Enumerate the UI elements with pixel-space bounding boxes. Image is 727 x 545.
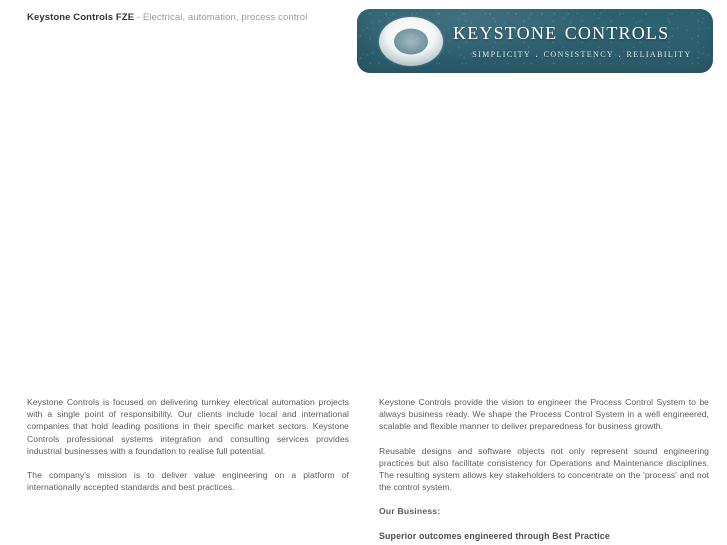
logo-wordmark: keystone controls: [453, 18, 670, 45]
site-tagline: Electrical, automation, process control: [142, 12, 308, 23]
page-header: [27, 9, 347, 29]
site-title: Keystone Controls FZE: [27, 12, 135, 23]
right-paragraph-2: Reusable designs and software objects not only represent sound engineering practices but also facilitate consistency for Operations and Maintenance disciplines. The resulting system allows key stakeholders to concentrate on the 'process' and not the control system.: [379, 445, 709, 493]
ring-icon: [376, 15, 446, 68]
site-title-separator: -: [134, 12, 143, 23]
left-column: [27, 396, 349, 493]
right-paragraph-1: Keystone Controls provide the vision to engineer the Process Control System to be always business ready. We shape the Process Control System in a well engineered, scalable and flexible manner to deliver preparedness for business growth.: [379, 397, 709, 432]
content-stage: [0, 80, 727, 390]
logo-banner[interactable]: [357, 9, 713, 73]
left-paragraph-1: Keystone Controls is focused on delivering turnkey electrical automation projects with a single point of responsibility. Our clients include local and international companies that hold leading positions in their specific market sectors. Keystone Controls professional systems integration and consulting services provides industrial businesses with a foundation to realise full potential.: [27, 397, 349, 456]
logo-text-block: [453, 17, 705, 61]
right-column: [379, 396, 709, 542]
logo-subline: simplicity . consistency . reliability: [472, 48, 692, 60]
left-paragraph-2: The company's mission is to deliver value engineering on a platform of internationally accepted standards and best practices.: [27, 470, 349, 493]
best-practice-tagline: Superior outcomes engineered through Best Practice: [379, 530, 610, 541]
our-business-label: Our Business:: [379, 506, 441, 517]
